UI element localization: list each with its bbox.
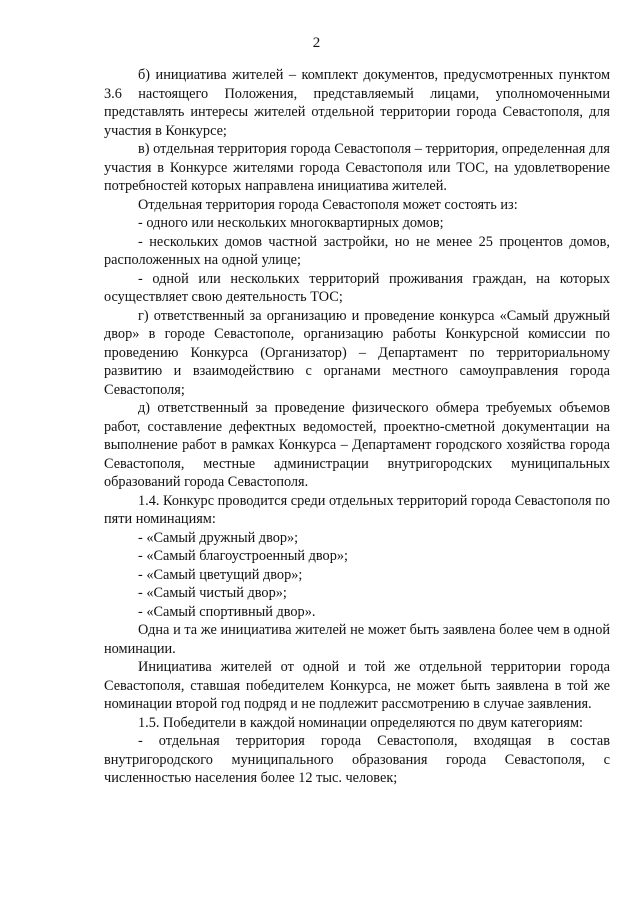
nomination-item: - «Самый цветущий двор»; (138, 566, 303, 583)
section-1-5-paragraph: 1.5. Победители в каждой номинации определяются по двум категориям: (138, 714, 583, 731)
territory-option-tos: - одной или нескольких территорий проживания граждан, на которых осуществляет свою деятельность ТОС; (104, 270, 610, 305)
territory-option-private-houses: - нескольких домов частной застройки, но не менее 25 процентов домов, расположенных на одной улице; (104, 233, 610, 268)
nomination-item: - «Самый чистый двор»; (138, 585, 287, 601)
territory-composition-intro: Отдельная территория города Севастополя может состоять из: (138, 196, 518, 213)
definition-paragraph-g: г) ответственный за организацию и проведение конкурса «Самый дружный двор» в городе Севастополе, организацию работы Конкурсной комиссии по проведению Конкурса (Организатор) – Департамент по территориальному развитию и взаимодействию с органами местного самоуправления города Севастополя; (104, 307, 610, 398)
repeat-winner-rule: Инициатива жителей от одной и той же отдельной территории города Севастополя, ставшая победителем Конкурса, не может быть заявлена в той же номинации второй год подряд и не подлежит рассмотрению в случае заявления. (104, 659, 610, 712)
page-number: 2 (312, 35, 321, 51)
nomination-item: - «Самый спортивный двор». (138, 603, 316, 620)
section-1-4-paragraph: 1.4. Конкурс проводится среди отдельных территорий города Севастополя по пяти номинациям: (104, 492, 610, 527)
category-item-large-population: - отдельная территория города Севастополя, входящая в состав внутригородского муниципального образования города Севастополя, с численностью населения более 12 тыс. человек; (104, 733, 610, 786)
definition-paragraph-d: д) ответственный за проведение физического обмера требуемых объемов работ, составление дефектных ведомостей, проектно-сметной документации на выполнение работ в рамках Конкурса – Департамент городского хозяйства города Севастополя, местные администрации внутригородских муниципальных образований города Севастополя. (104, 400, 610, 490)
territory-option-apartments: - одного или нескольких многоквартирных домов; (138, 215, 444, 231)
nomination-item: - «Самый дружный двор»; (138, 529, 299, 546)
definition-paragraph-b: б) инициатива жителей – комплект документов, предусмотренных пунктом 3.6 настоящего Положения, представляемый лицами, уполномоченными представлять интересы жителей отдельной территории города Севастополя, для участия в Конкурсе; (104, 67, 610, 139)
nomination-item: - «Самый благоустроенный двор»; (138, 548, 348, 564)
definition-paragraph-v: в) отдельная территория города Севастополя – территория, определенная для участия в Конкурсе жителями города Севастополя или ТОС, на удовлетворение потребностей которых направлена инициатива жителей. (104, 141, 610, 194)
one-nomination-rule: Одна и та же инициатива жителей не может быть заявлена более чем в одной номинации. (104, 622, 610, 657)
document-body (104, 66, 610, 788)
